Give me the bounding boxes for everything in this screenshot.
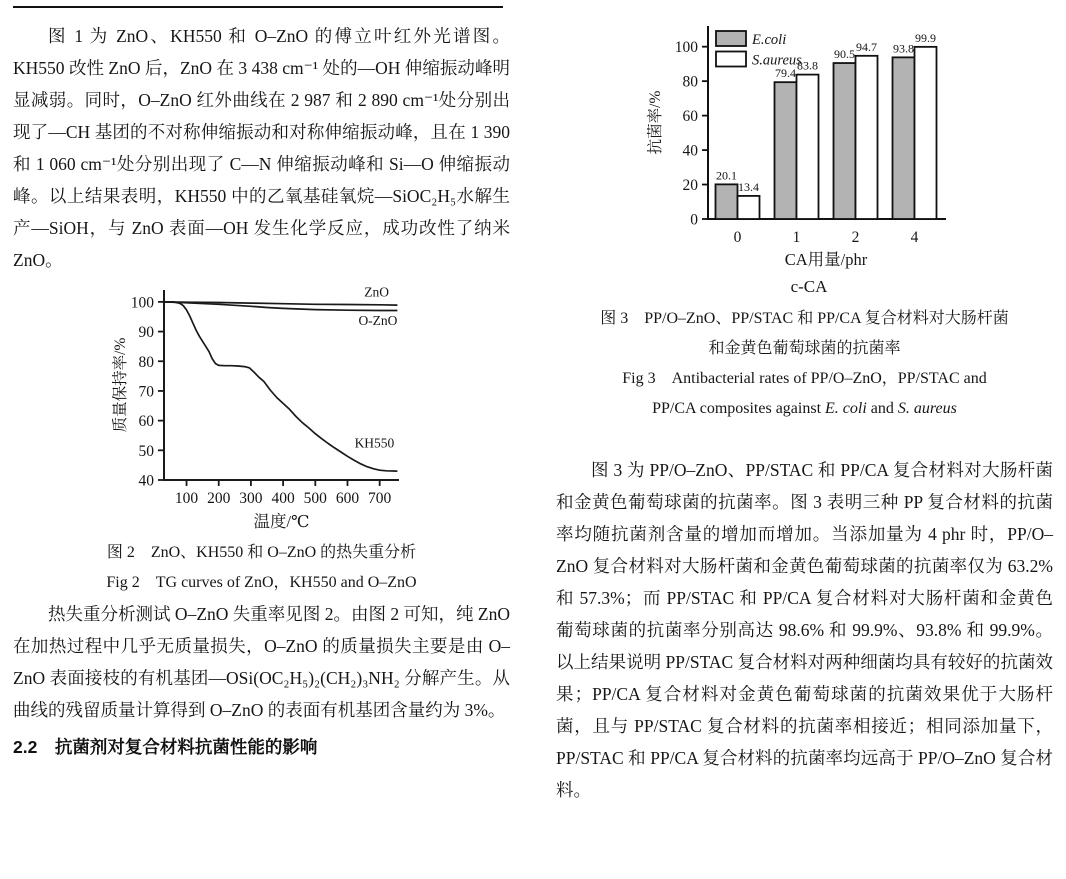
svg-text:20: 20 bbox=[682, 177, 698, 195]
svg-text:400: 400 bbox=[271, 490, 295, 507]
svg-text:60: 60 bbox=[682, 108, 698, 126]
fig2-caption-en: Fig 2 TG curves of ZnO，KH550 and O–ZnO bbox=[106, 574, 417, 591]
left-column bbox=[13, 20, 510, 762]
svg-text:温度/℃: 温度/℃ bbox=[253, 512, 310, 531]
fig3-bar-chart bbox=[644, 14, 974, 272]
svg-text:2: 2 bbox=[851, 229, 860, 246]
svg-text:4: 4 bbox=[910, 229, 919, 246]
svg-text:O-ZnO: O-ZnO bbox=[358, 313, 398, 329]
caption-text: and bbox=[866, 400, 898, 417]
svg-text:83.8: 83.8 bbox=[797, 58, 818, 73]
svg-text:500: 500 bbox=[303, 490, 327, 507]
svg-text:50: 50 bbox=[138, 442, 154, 460]
svg-text:1: 1 bbox=[792, 229, 801, 246]
paragraph-fig2-tg: 热失重分析测试 O–ZnO 失重率见图 2。由图 2 可知，纯 ZnO 在加热过程中几乎无质量损失，O–ZnO 的质量损失主要是由 O–ZnO 表面接枝的有机基团—OSi(OC₂H₅)₂(CH₂)₃NH₂ 分解产生。从曲线的残留质量计算得到 O–ZnO 的表面有机基团含量约为 3%。 bbox=[13, 604, 510, 720]
svg-text:80: 80 bbox=[682, 73, 698, 91]
fig3-sublabel: c-CA bbox=[790, 277, 828, 296]
caption-text: PP/CA composites against bbox=[652, 400, 826, 417]
svg-text:100: 100 bbox=[130, 294, 154, 312]
svg-text:93.8: 93.8 bbox=[893, 41, 914, 56]
paragraph-fig3-antibacterial: 图 3 为 PP/O–ZnO、PP/STAC 和 PP/CA 复合材料对大肠杆菌和金黄色葡萄球菌的抗菌率。图 3 表明三种 PP 复合材料的抗菌率均随抗菌剂含量的增加而增加。当添加量为 4 phr 时，PP/O–ZnO 复合材料对大肠杆菌和金黄色葡萄球菌的抗菌率仅为 63.2% 和 57.3%；而 PP/STAC 和 PP/CA 复合材料对大肠杆菌和金黄色葡萄球菌的抗菌率分别高达 98.6% 和 99.9%、93.8% 和 99.9%。以上结果说明 PP/STAC 复合材料对两种细菌均具有较好的抗菌效果；PP/CA 复合材料对金黄色葡萄球菌的抗菌效果优于大肠杆菌，且与 PP/STAC 复合材料的抗菌率相接近；相同添加量下，PP/STAC 和 PP/CA 复合材料的抗菌率均远高于 PP/O–ZnO 复合材料。 bbox=[556, 460, 1053, 800]
page-top-rule bbox=[13, 6, 503, 8]
svg-text:13.4: 13.4 bbox=[738, 179, 759, 194]
paragraph-fig1-ftir: 图 1 为 ZnO、KH550 和 O–ZnO 的傅立叶红外光谱图。KH550 改性 ZnO 后，ZnO 在 3 438 cm⁻¹ 处的—OH 伸缩振动峰明显减弱。同时，O–ZnO 红外曲线在 2 987 和 2 890 cm⁻¹处分别出现了—CH 基团的不对称伸缩振动和对称伸缩振动峰，且在 1 390 和 1 060 cm⁻¹处分别出现了 C—N 伸缩振动峰和 Si—O 伸缩振动峰。以上结果表明，KH550 中的乙氧基硅氧烷—SiOC₂H₅水解生产—SiOH，与 ZnO 表面—OH 发生化学反应，成功改性了纳米 ZnO。 bbox=[13, 26, 510, 270]
svg-text:99.9: 99.9 bbox=[915, 30, 936, 45]
svg-text:40: 40 bbox=[138, 472, 154, 490]
caption-species-saureus: S. aureus bbox=[897, 400, 957, 417]
svg-text:抗菌率/%: 抗菌率/% bbox=[647, 90, 664, 155]
svg-text:60: 60 bbox=[138, 413, 154, 431]
svg-text:100: 100 bbox=[674, 39, 698, 57]
svg-text:200: 200 bbox=[207, 490, 231, 507]
svg-text:300: 300 bbox=[239, 490, 263, 507]
svg-text:100: 100 bbox=[174, 490, 199, 507]
section-heading-2-2: 2.2 抗菌剂对复合材料抗菌性能的影响 bbox=[13, 737, 318, 757]
right-column bbox=[556, 14, 1053, 806]
fig3-caption-zh-line1: 图 3 PP/O–ZnO、PP/STAC 和 PP/CA 复合材料对大肠杆菌 bbox=[600, 310, 1009, 327]
svg-text:700: 700 bbox=[368, 490, 392, 507]
svg-text:40: 40 bbox=[682, 142, 698, 160]
fig2-tg-chart bbox=[109, 282, 454, 534]
fig3-figure bbox=[556, 14, 1053, 272]
svg-text:600: 600 bbox=[335, 490, 360, 507]
svg-text:质量保持率/%: 质量保持率/% bbox=[112, 337, 129, 433]
fig2-caption-zh: 图 2 ZnO、KH550 和 O–ZnO 的热失重分析 bbox=[106, 544, 417, 561]
svg-text:94.7: 94.7 bbox=[856, 39, 877, 54]
svg-text:ZnO: ZnO bbox=[364, 284, 389, 300]
svg-text:S.aureus: S.aureus bbox=[752, 52, 802, 69]
svg-text:20.1: 20.1 bbox=[716, 168, 737, 183]
svg-text:E.coli: E.coli bbox=[752, 32, 787, 48]
svg-text:80: 80 bbox=[138, 353, 154, 371]
fig3-caption-en-line2 bbox=[556, 394, 1053, 424]
svg-text:79.4: 79.4 bbox=[775, 66, 796, 81]
svg-text:90: 90 bbox=[138, 324, 154, 342]
fig3-caption-zh-line2: 和金黄色葡萄球菌的抗菌率 bbox=[708, 340, 901, 357]
svg-text:90.5: 90.5 bbox=[834, 47, 855, 62]
svg-text:KH550: KH550 bbox=[354, 435, 395, 451]
svg-text:CA用量/phr: CA用量/phr bbox=[784, 250, 868, 269]
svg-text:70: 70 bbox=[138, 383, 154, 401]
svg-text:0: 0 bbox=[733, 229, 742, 246]
caption-species-ecoli: E. coli bbox=[825, 400, 867, 417]
fig3-caption-en-line1: Fig 3 Antibacterial rates of PP/O–ZnO，PP/STAC and bbox=[622, 370, 987, 387]
svg-text:0: 0 bbox=[690, 211, 698, 229]
fig2-figure bbox=[13, 282, 510, 534]
